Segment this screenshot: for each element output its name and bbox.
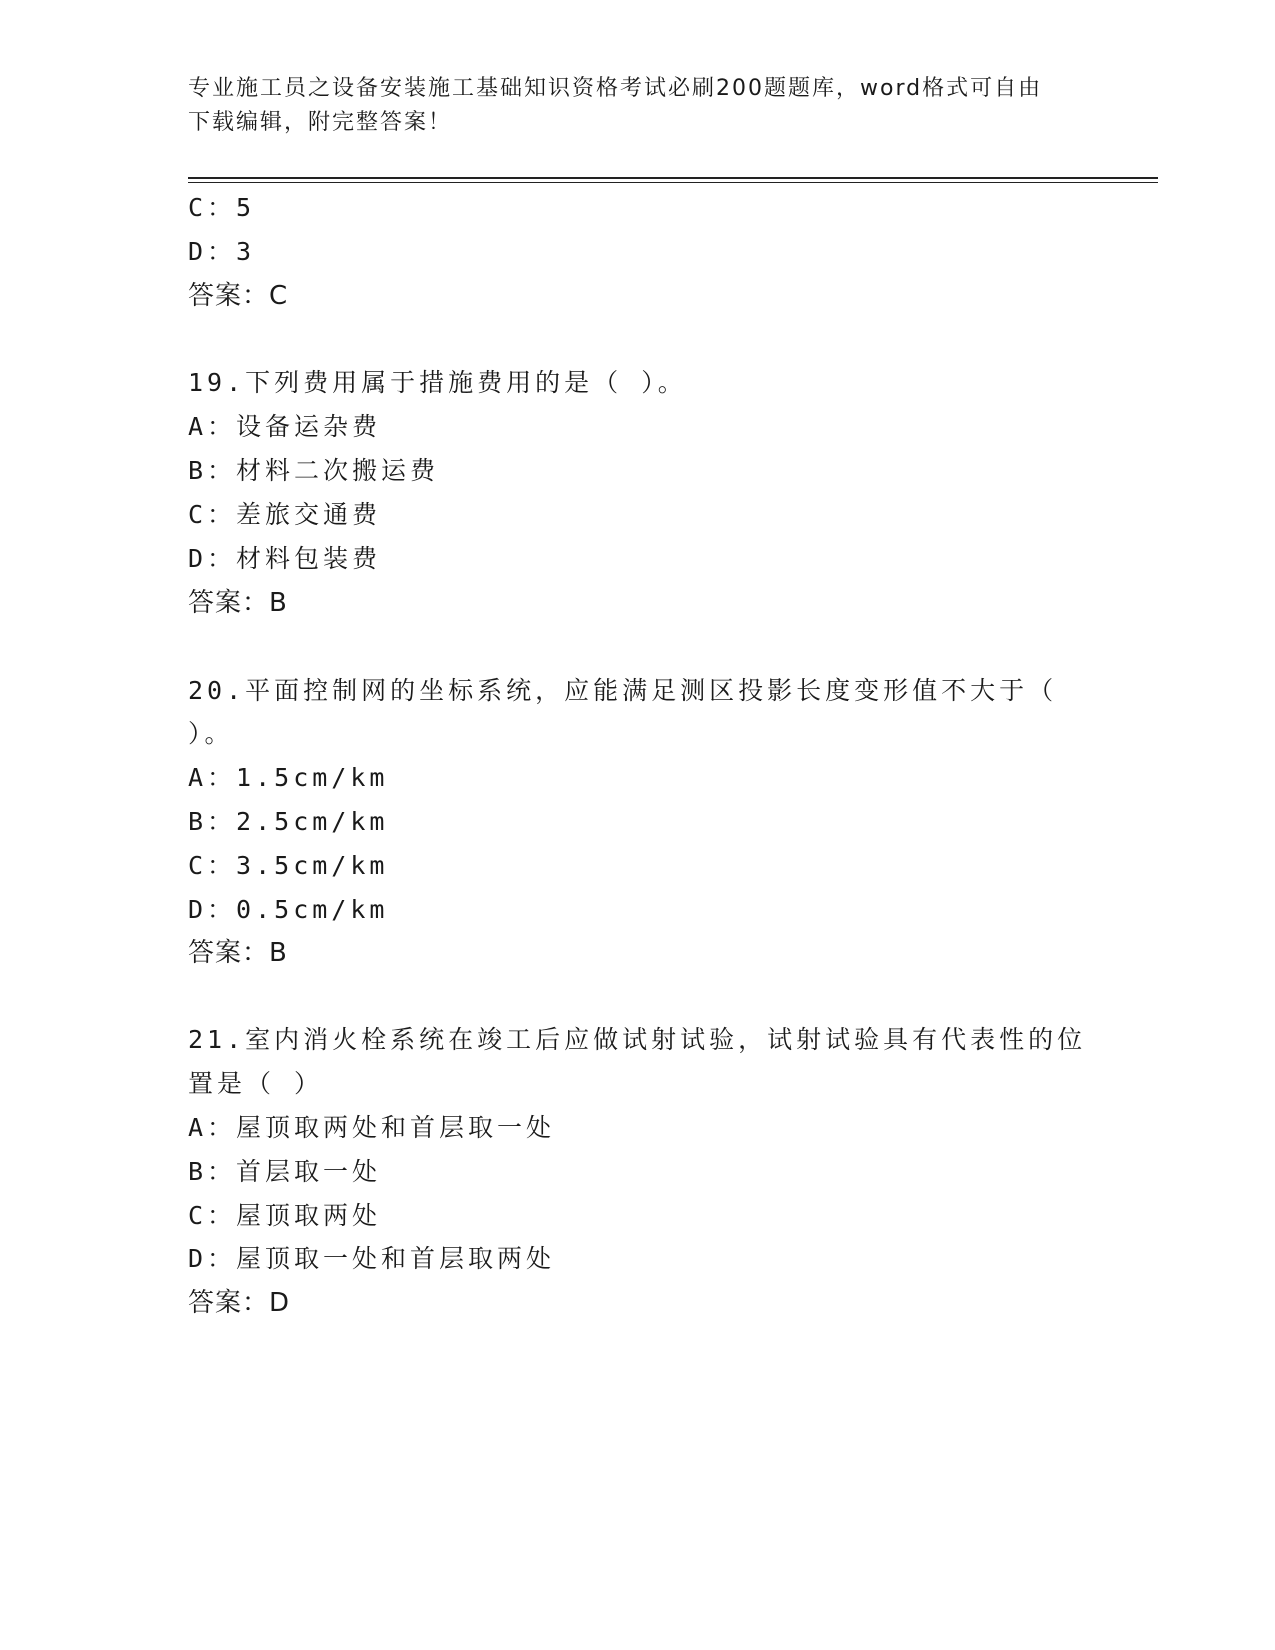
q21-stem-line-1: 21.室内消火栓系统在竣工后应做试射试验，试射试验具有代表性的位	[188, 1025, 1087, 1054]
q19-answer: 答案：B	[188, 588, 288, 618]
q20-option-b: B：2.5cm/km	[188, 807, 389, 836]
prev-answer: 答案：C	[188, 281, 289, 311]
q21-option-c: C：屋顶取两处	[188, 1201, 382, 1230]
q21-option-d: D：屋顶取一处和首层取两处	[188, 1244, 556, 1273]
q21-option-b: B：首层取一处	[188, 1157, 382, 1186]
q21-option-a: A：屋顶取两处和首层取一处	[188, 1113, 556, 1142]
q21-stem-line-2: 置是（ ）	[188, 1069, 324, 1098]
q19-stem: 19.下列费用属于措施费用的是（ ）。	[188, 368, 687, 397]
document-header	[188, 72, 1068, 140]
q19-option-a: A：设备运杂费	[188, 412, 382, 441]
prev-option-c: C：5	[188, 193, 256, 222]
q20-option-a: A：1.5cm/km	[188, 763, 389, 792]
q20-option-c: C：3.5cm/km	[188, 851, 389, 880]
header-divider-thick	[188, 177, 1158, 179]
q19-option-b: B：材料二次搬运费	[188, 456, 440, 485]
q20-option-d: D：0.5cm/km	[188, 895, 389, 924]
q20-stem-line-1: 20.平面控制网的坐标系统，应能满足测区投影长度变形值不大于（	[188, 676, 1058, 705]
q20-answer: 答案：B	[188, 938, 288, 968]
header-divider-thin	[188, 182, 1158, 183]
q19-option-d: D：材料包装费	[188, 544, 382, 573]
prev-option-d: D：3	[188, 237, 256, 266]
header-line-1: 专业施工员之设备安装施工基础知识资格考试必刷200题题库，word格式可自由	[188, 76, 1043, 101]
header-line-2: 下载编辑，附完整答案！	[188, 110, 453, 135]
q20-stem-line-2: ）。	[188, 719, 234, 748]
q19-option-c: C：差旅交通费	[188, 500, 382, 529]
q21-answer: 答案：D	[188, 1288, 291, 1318]
